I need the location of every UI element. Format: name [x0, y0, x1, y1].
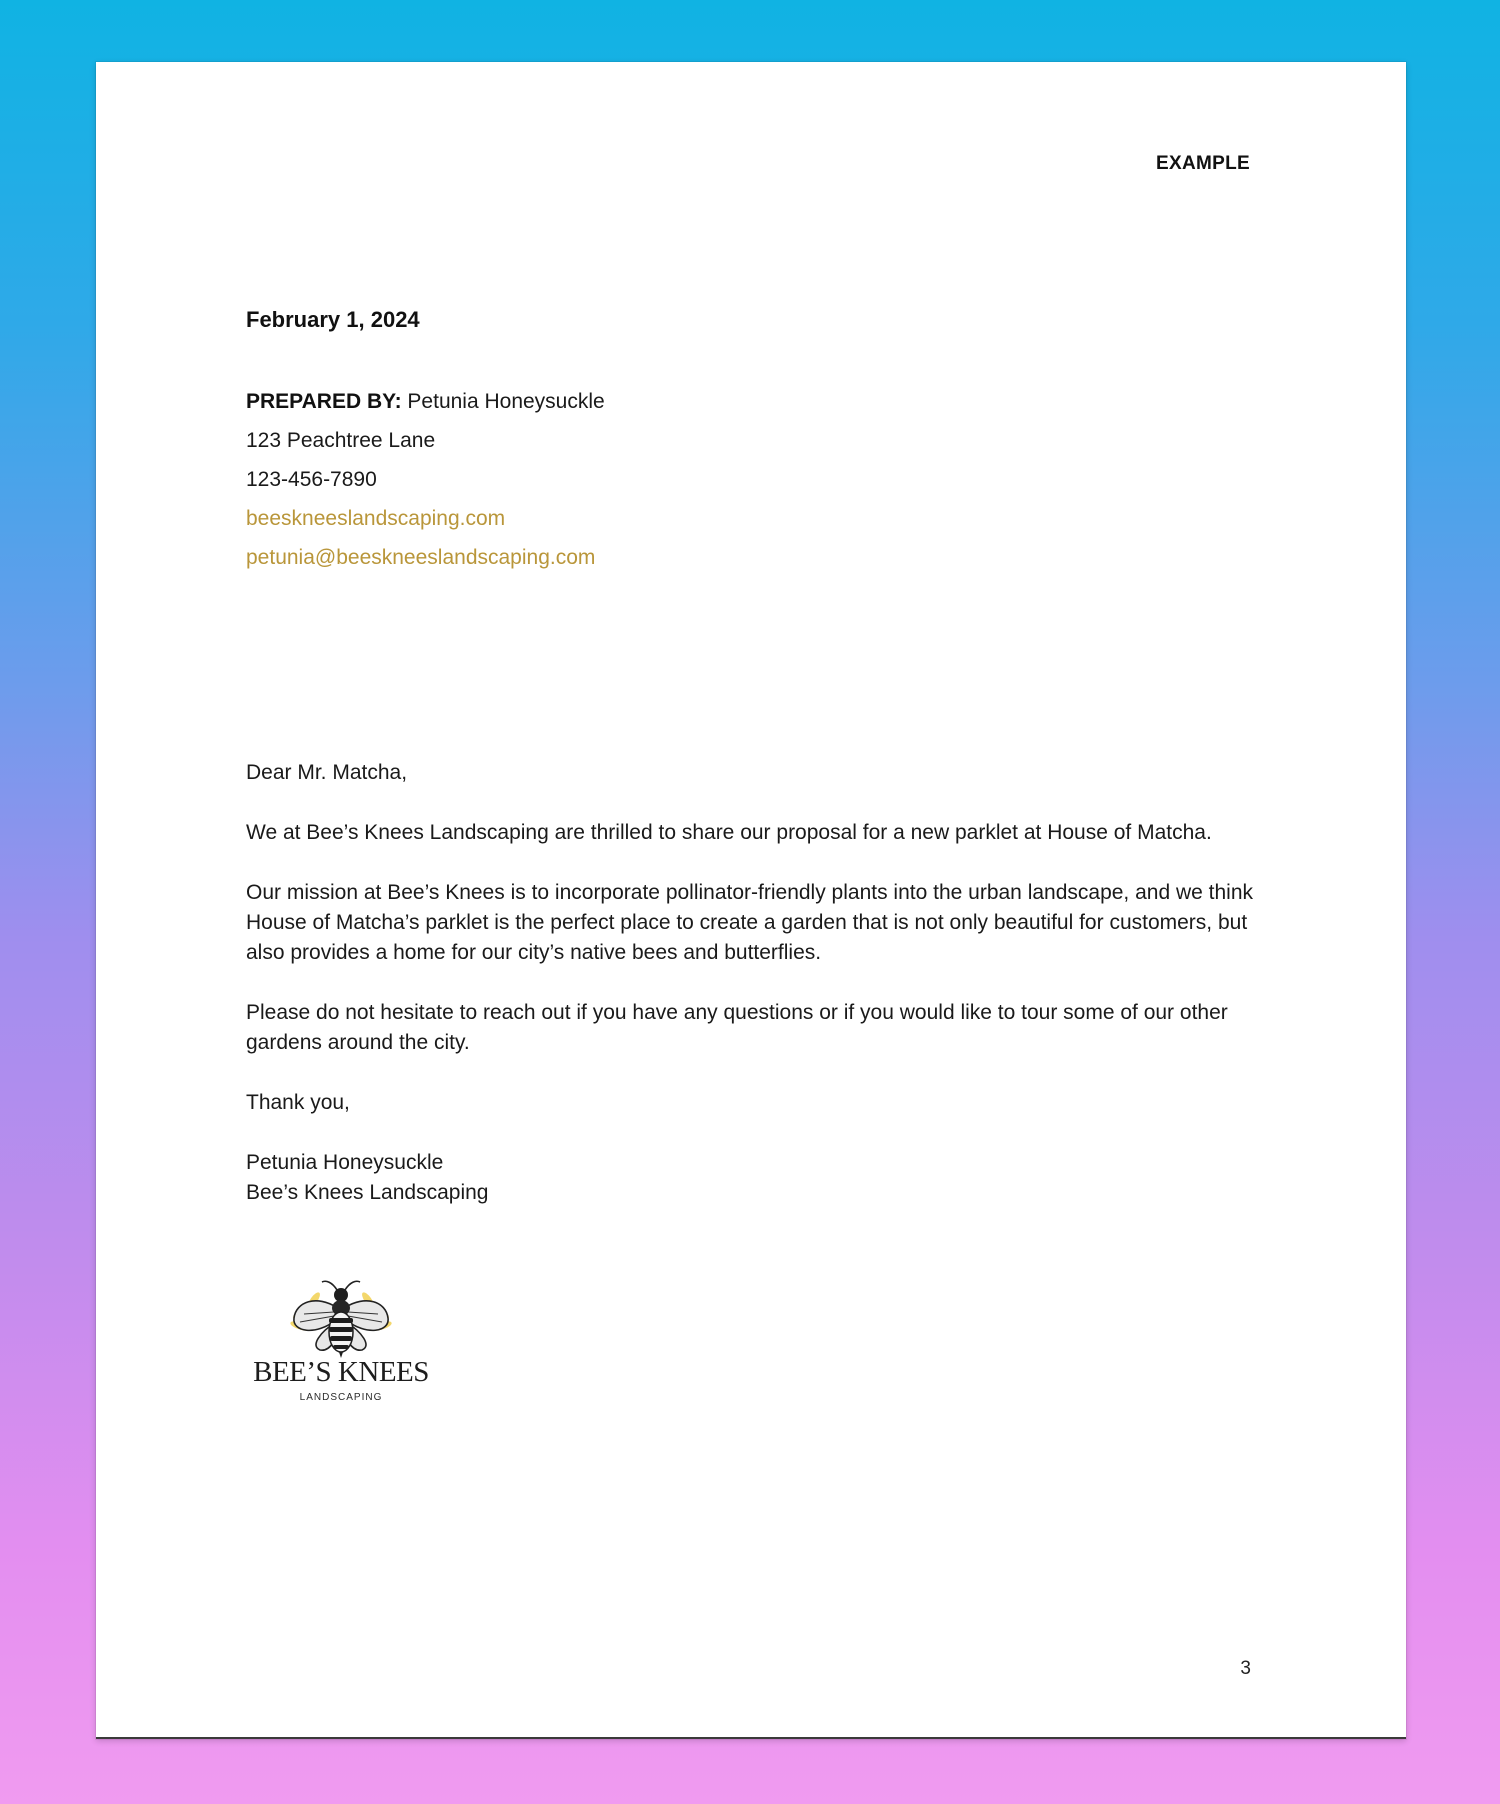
logo-subtitle-text: LANDSCAPING — [299, 1392, 383, 1403]
bee-icon — [246, 1274, 436, 1360]
prepared-by-label: PREPARED BY: — [246, 390, 402, 413]
email-link[interactable]: petunia@beeskneeslandscaping.com — [246, 546, 596, 569]
letter-date: February 1, 2024 — [246, 307, 420, 332]
signature-name: Petunia Honeysuckle — [246, 1151, 444, 1174]
letter-paragraph: Our mission at Bee’s Knees is to incorporate pollinator-friendly plants into the urban landscape, and we think House of Matcha’s parklet is the perfect place to create a garden that is not only beautiful for customers, but also provides a home for our city’s native bees and butterflies. — [246, 881, 1254, 964]
logo-brand-text: BEE’S KNEES — [253, 1356, 429, 1388]
website-link[interactable]: beeskneeslandscaping.com — [246, 507, 506, 530]
letter-paragraph: Please do not hesitate to reach out if you have any questions or if you would like to tour some of our other gardens around the city. — [246, 1001, 1228, 1054]
signature-block — [246, 1148, 1266, 1208]
contact-address: 123 Peachtree Lane — [246, 429, 436, 452]
signature-company: Bee’s Knees Landscaping — [246, 1181, 489, 1204]
prepared-by-name: Petunia Honeysuckle — [407, 390, 605, 413]
document-page — [96, 62, 1406, 1739]
example-label: EXAMPLE — [1156, 153, 1250, 174]
letter-paragraph: We at Bee’s Knees Landscaping are thrilled to share our proposal for a new parklet at House of Matcha. — [246, 821, 1212, 844]
closing: Thank you, — [246, 1091, 350, 1114]
page-number: 3 — [1240, 1658, 1251, 1679]
letter-body — [246, 758, 1266, 1208]
salutation: Dear Mr. Matcha, — [246, 761, 408, 784]
contact-block — [246, 382, 605, 577]
prepared-by-line — [246, 382, 605, 421]
company-logo — [246, 1274, 436, 1408]
contact-phone: 123-456-7890 — [246, 468, 377, 491]
